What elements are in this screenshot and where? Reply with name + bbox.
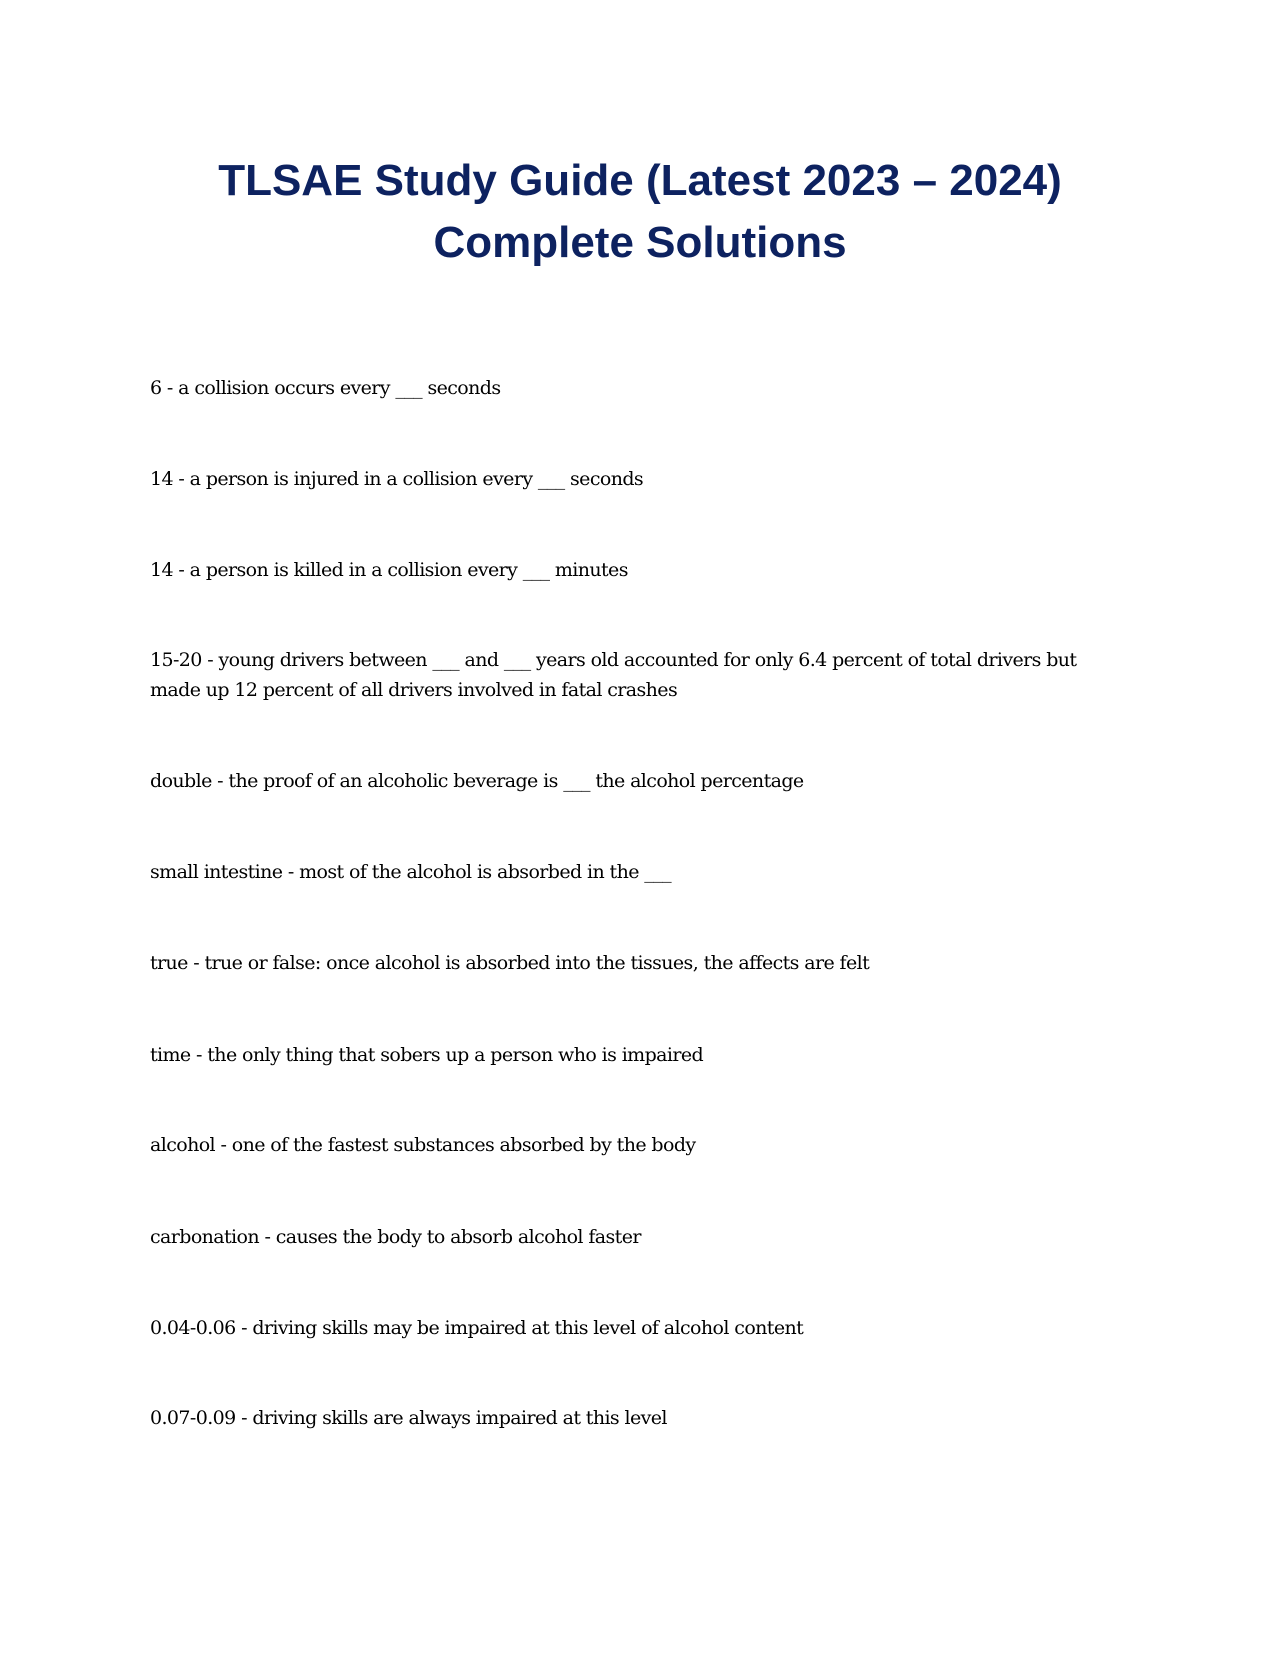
study-item: carbonation - causes the body to absorb alcohol faster bbox=[150, 1226, 641, 1248]
study-item: 6 - a collision occurs every ___ seconds bbox=[150, 377, 501, 399]
title-line-2: Complete Solutions bbox=[433, 218, 847, 267]
study-item: true - true or false: once alcohol is absorbed into the tissues, the affects are felt bbox=[150, 952, 870, 974]
study-item: small intestine - most of the alcohol is absorbed in the ___ bbox=[150, 861, 671, 883]
study-item: 0.07-0.09 - driving skills are always impaired at this level bbox=[150, 1407, 667, 1429]
document-title bbox=[0, 150, 1280, 274]
study-item: 15-20 - young drivers between ___ and ___ years old accounted for only 6.4 percent of total drivers but made up 12 percent of all drivers involved in fatal crashes bbox=[150, 649, 1077, 701]
title-line-1: TLSAE Study Guide (Latest 2023 – 2024) bbox=[218, 156, 1062, 205]
study-item: 14 - a person is killed in a collision every ___ minutes bbox=[150, 559, 628, 581]
study-item: 0.04-0.06 - driving skills may be impaired at this level of alcohol content bbox=[150, 1317, 804, 1339]
study-item: time - the only thing that sobers up a person who is impaired bbox=[150, 1044, 704, 1066]
study-item: alcohol - one of the fastest substances absorbed by the body bbox=[150, 1134, 696, 1156]
study-item: double - the proof of an alcoholic beverage is ___ the alcohol percentage bbox=[150, 770, 804, 792]
study-item: 14 - a person is injured in a collision every ___ seconds bbox=[150, 468, 644, 490]
